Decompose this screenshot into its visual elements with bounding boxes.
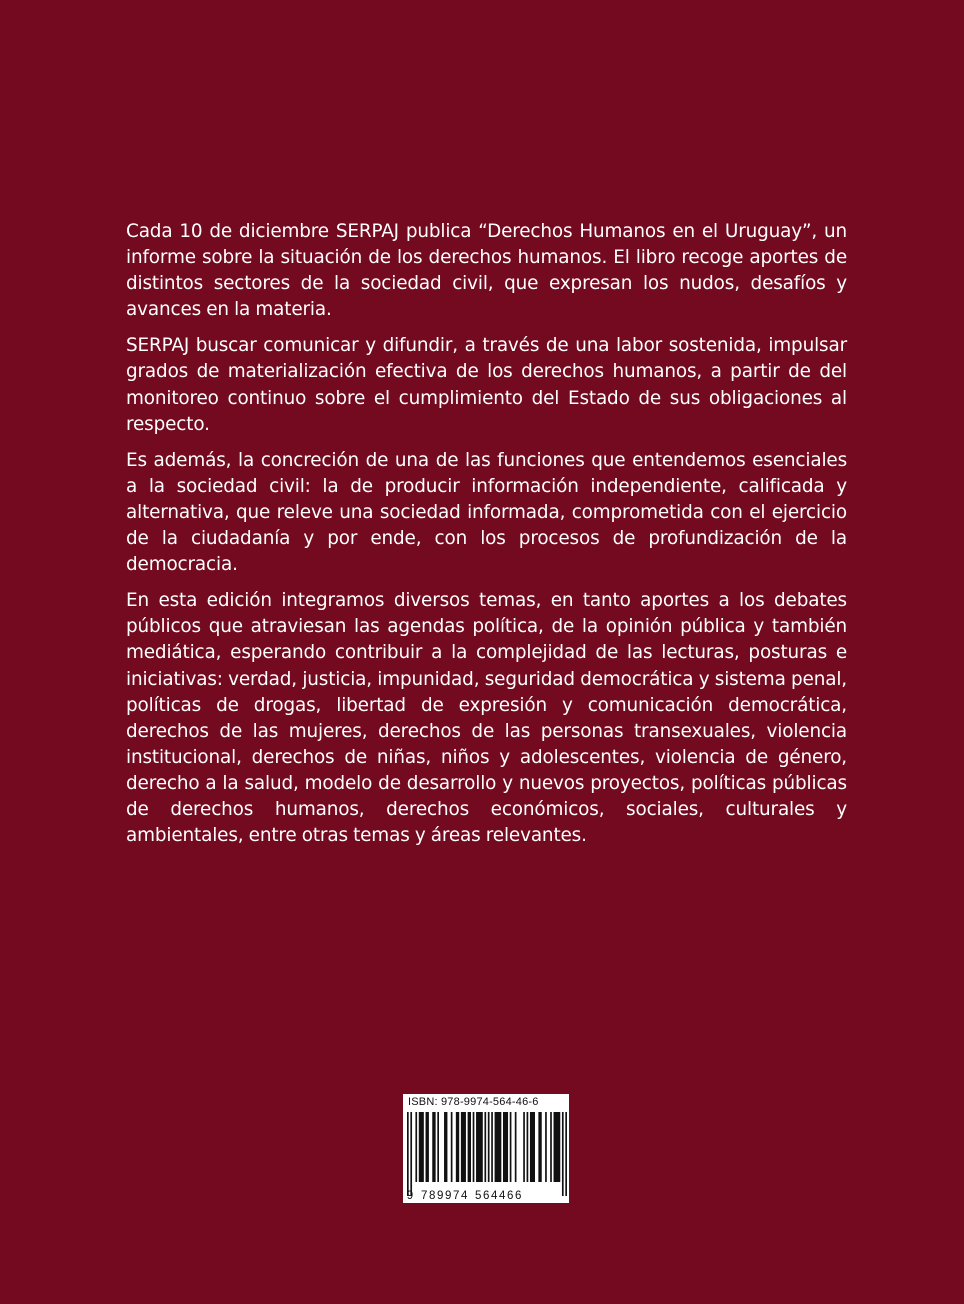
barcode-bar — [495, 1112, 502, 1182]
barcode-digit-lead: 9 — [406, 1190, 414, 1202]
blurb-paragraph-4: En esta edición integramos diversos temas, en tanto aportes a los debates públicos que atraviesan las agendas política, de la opinión pública y también mediática, esperando contribuir a la complejidad de las lecturas, posturas e iniciativas: verdad, justicia, impunidad, seguridad democrática y sistema penal, políticas de drogas, libertad de expresión y comunicación democrática, derechos de las mujeres, derechos de las personas transexuales, violencia institucional, derechos de niñas, niños y adolescentes, violencia de género, derecho a la salud, modelo de desarrollo y nuevos proyectos, políticas públicas de derechos humanos, derechos económicos, sociales, culturales y ambientales, entre otras temas y áreas relevantes. — [126, 590, 847, 847]
barcode-bar — [415, 1112, 417, 1182]
barcode-bar — [468, 1112, 471, 1182]
barcode-bar — [444, 1112, 447, 1182]
barcode-bar — [476, 1112, 483, 1182]
barcode-bar — [515, 1112, 517, 1182]
barcode-bar — [426, 1112, 429, 1182]
barcode-bar — [527, 1112, 529, 1182]
blurb-paragraph-2: SERPAJ buscar comunicar y difundir, a través de una labor sostenida, impulsar grados de materialización efectiva de los derechos humanos, a partir de del monitoreo continuo sobre el cumplimiento del Estado de sus obligaciones al respecto. — [126, 335, 847, 435]
barcode-digits-left: 789974 — [421, 1190, 469, 1202]
barcode-bar — [550, 1112, 552, 1182]
barcode-bar — [407, 1112, 409, 1196]
barcode-bar — [545, 1112, 547, 1182]
barcode-bars — [407, 1112, 567, 1196]
barcode-bar — [419, 1112, 424, 1182]
barcode-bar — [451, 1112, 453, 1182]
barcode-bar — [437, 1112, 439, 1182]
barcode-bar — [461, 1112, 466, 1182]
barcode-bar — [530, 1112, 535, 1182]
blurb-paragraph-3: Es además, la concreción de una de las funciones que entendemos esenciales a la sociedad civil: la de producir información independiente, calificada y alternativa, que releve una sociedad informada, comprometida con el ejercicio de la ciudadanía y por ende, con los procesos de profundización de la democracia. — [126, 449, 847, 576]
barcode-bar — [410, 1112, 412, 1196]
isbn-label: ISBN: 978-9974-564-46-6 — [408, 1096, 539, 1108]
barcode-bar — [523, 1112, 525, 1182]
barcode-bar — [503, 1112, 508, 1182]
barcode-bar — [491, 1112, 493, 1182]
barcode-bar — [484, 1112, 486, 1182]
barcode-bar — [473, 1112, 475, 1182]
barcode-bar — [565, 1112, 567, 1196]
barcode-bar — [510, 1112, 512, 1182]
back-cover-blurb — [126, 219, 847, 859]
blurb-paragraph-1: Cada 10 de diciembre SERPAJ publica “Derechos Humanos en el Uruguay”, un informe sobre la situación de los derechos humanos. El libro recoge aportes de distintos sectores de la sociedad civil, que expresan los nudos, desafíos y avances en la materia. — [126, 221, 847, 321]
barcode-bar — [562, 1112, 564, 1196]
barcode-bar — [538, 1112, 541, 1182]
barcode-bar — [488, 1112, 490, 1182]
isbn-barcode — [403, 1094, 569, 1203]
barcode-digits-right: 564466 — [474, 1190, 523, 1202]
barcode-bar — [432, 1112, 435, 1182]
barcode-bar — [456, 1112, 459, 1182]
barcode-digits — [405, 1190, 567, 1202]
barcode-bar — [554, 1112, 561, 1182]
